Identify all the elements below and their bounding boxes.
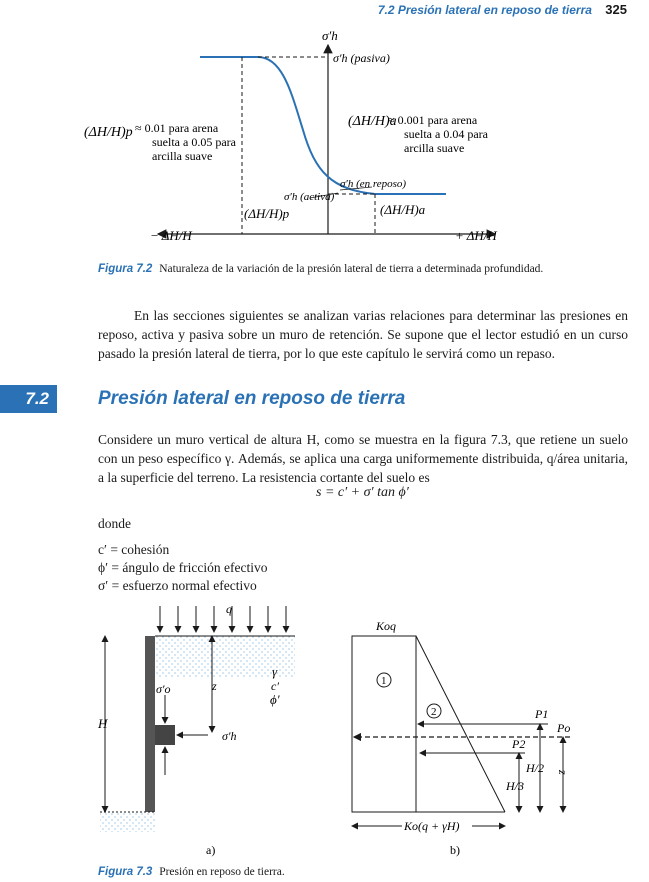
rectangle-zone-1 bbox=[352, 636, 416, 812]
shear-equation: s = c′ + σ′ tan ϕ′ bbox=[316, 485, 409, 500]
zone-1-label: 1 bbox=[381, 675, 387, 687]
phi-label: ϕ′ bbox=[270, 692, 280, 707]
soil-element bbox=[155, 725, 175, 745]
z-label: z bbox=[212, 679, 217, 693]
page-number: 325 bbox=[605, 2, 627, 17]
definition-cohesion: c′ = cohesión bbox=[98, 542, 170, 557]
Po-label: Po bbox=[557, 721, 571, 735]
figure-7-2 bbox=[0, 20, 649, 255]
caption-label: Figura 7.3 bbox=[98, 866, 153, 878]
figure-7-2-caption bbox=[98, 263, 543, 275]
minus-axis-label: − ΔH/H bbox=[150, 228, 192, 243]
approx-a-2: suelta a 0.04 para bbox=[404, 127, 488, 141]
Koq-label: Koq bbox=[376, 619, 397, 633]
approx-a-1: ≈ 0.001 para arena bbox=[388, 113, 478, 127]
reposo-label: σ′h (en reposo) bbox=[340, 178, 407, 190]
sigma-h-axis-label: σ′h bbox=[322, 28, 338, 43]
sigma-o-label: σ′o bbox=[156, 682, 171, 696]
P1-label: P1 bbox=[535, 707, 549, 721]
gamma-label: γ bbox=[272, 664, 278, 679]
panel-b-label: b) bbox=[450, 843, 460, 857]
q-label: q bbox=[226, 602, 232, 616]
activa-label: σ′h (activa) bbox=[284, 191, 335, 203]
pasiva-label: σ′h (pasiva) bbox=[333, 51, 390, 65]
figure-7-3 bbox=[0, 595, 649, 865]
section-number: 7.2 bbox=[0, 385, 57, 413]
H2-label: H/2 bbox=[526, 761, 544, 775]
Ko-base-label: Ko(q + γH) bbox=[404, 819, 460, 833]
plus-axis-label: + ΔH/H bbox=[455, 228, 497, 243]
approx-p-1: ≈ 0.01 para arena bbox=[135, 121, 219, 135]
section-title: Presión lateral en reposo de tierra bbox=[98, 388, 406, 409]
P2-label: P2 bbox=[512, 737, 526, 751]
approx-a-3: arcilla suave bbox=[404, 141, 465, 155]
z-dim-label: z bbox=[556, 770, 570, 775]
retaining-wall bbox=[145, 636, 155, 812]
running-head-title: 7.2 Presión lateral en reposo de tierra bbox=[377, 3, 592, 17]
definition-stress: σ′ = esfuerzo normal efectivo bbox=[98, 578, 257, 593]
c-label: c′ bbox=[271, 679, 279, 693]
ratio-a-axis: (ΔH/H)a bbox=[380, 202, 426, 217]
definitions-list bbox=[98, 541, 267, 595]
definition-friction: ϕ′ = ángulo de fricción efectivo bbox=[98, 560, 268, 575]
figure-7-3-caption bbox=[98, 866, 285, 878]
H3-label: H/3 bbox=[506, 779, 524, 793]
sigma-h-label: σ′h bbox=[222, 729, 237, 743]
panel-a-label: a) bbox=[206, 843, 216, 857]
ratio-p-axis: (ΔH/H)p bbox=[244, 206, 290, 221]
approx-p-3: arcilla suave bbox=[152, 149, 213, 163]
approx-p-2: suelta a 0.05 para bbox=[152, 135, 236, 149]
body-paragraph: Considere un muro vertical de altura H, como se muestra en la figura 7.3, que retiene un suelo con un peso específico γ. Además, se aplica una carga uniformemente distribuida, q/área unitaria, a la superficie del terreno. La resistencia cortante del suelo es bbox=[98, 432, 628, 485]
donde-word: donde bbox=[98, 516, 131, 531]
caption-text: Presión en reposo de tierra. bbox=[159, 866, 285, 878]
soil-fill-base bbox=[100, 812, 155, 832]
ratio-p-left: (ΔH/H)p bbox=[84, 125, 133, 140]
caption-label: Figura 7.2 bbox=[98, 263, 153, 275]
surcharge-arrows bbox=[160, 606, 286, 632]
caption-text: Naturaleza de la variación de la presión lateral de tierra a determinada profundidad. bbox=[159, 263, 544, 275]
intro-paragraph: En las secciones siguientes se analizan varias relaciones para determinar las presiones en reposo, activa y pasiva sobre un muro de retención. Se supone que el lector estudió en un curso pasado la presión lateral de tierra, por lo que este capítulo le servirá como un repaso. bbox=[98, 308, 628, 361]
running-head bbox=[378, 2, 627, 17]
zone-2-label: 2 bbox=[431, 706, 437, 718]
ratio-a-right: (ΔH/H)a bbox=[348, 114, 397, 129]
H-label: H bbox=[98, 716, 108, 731]
